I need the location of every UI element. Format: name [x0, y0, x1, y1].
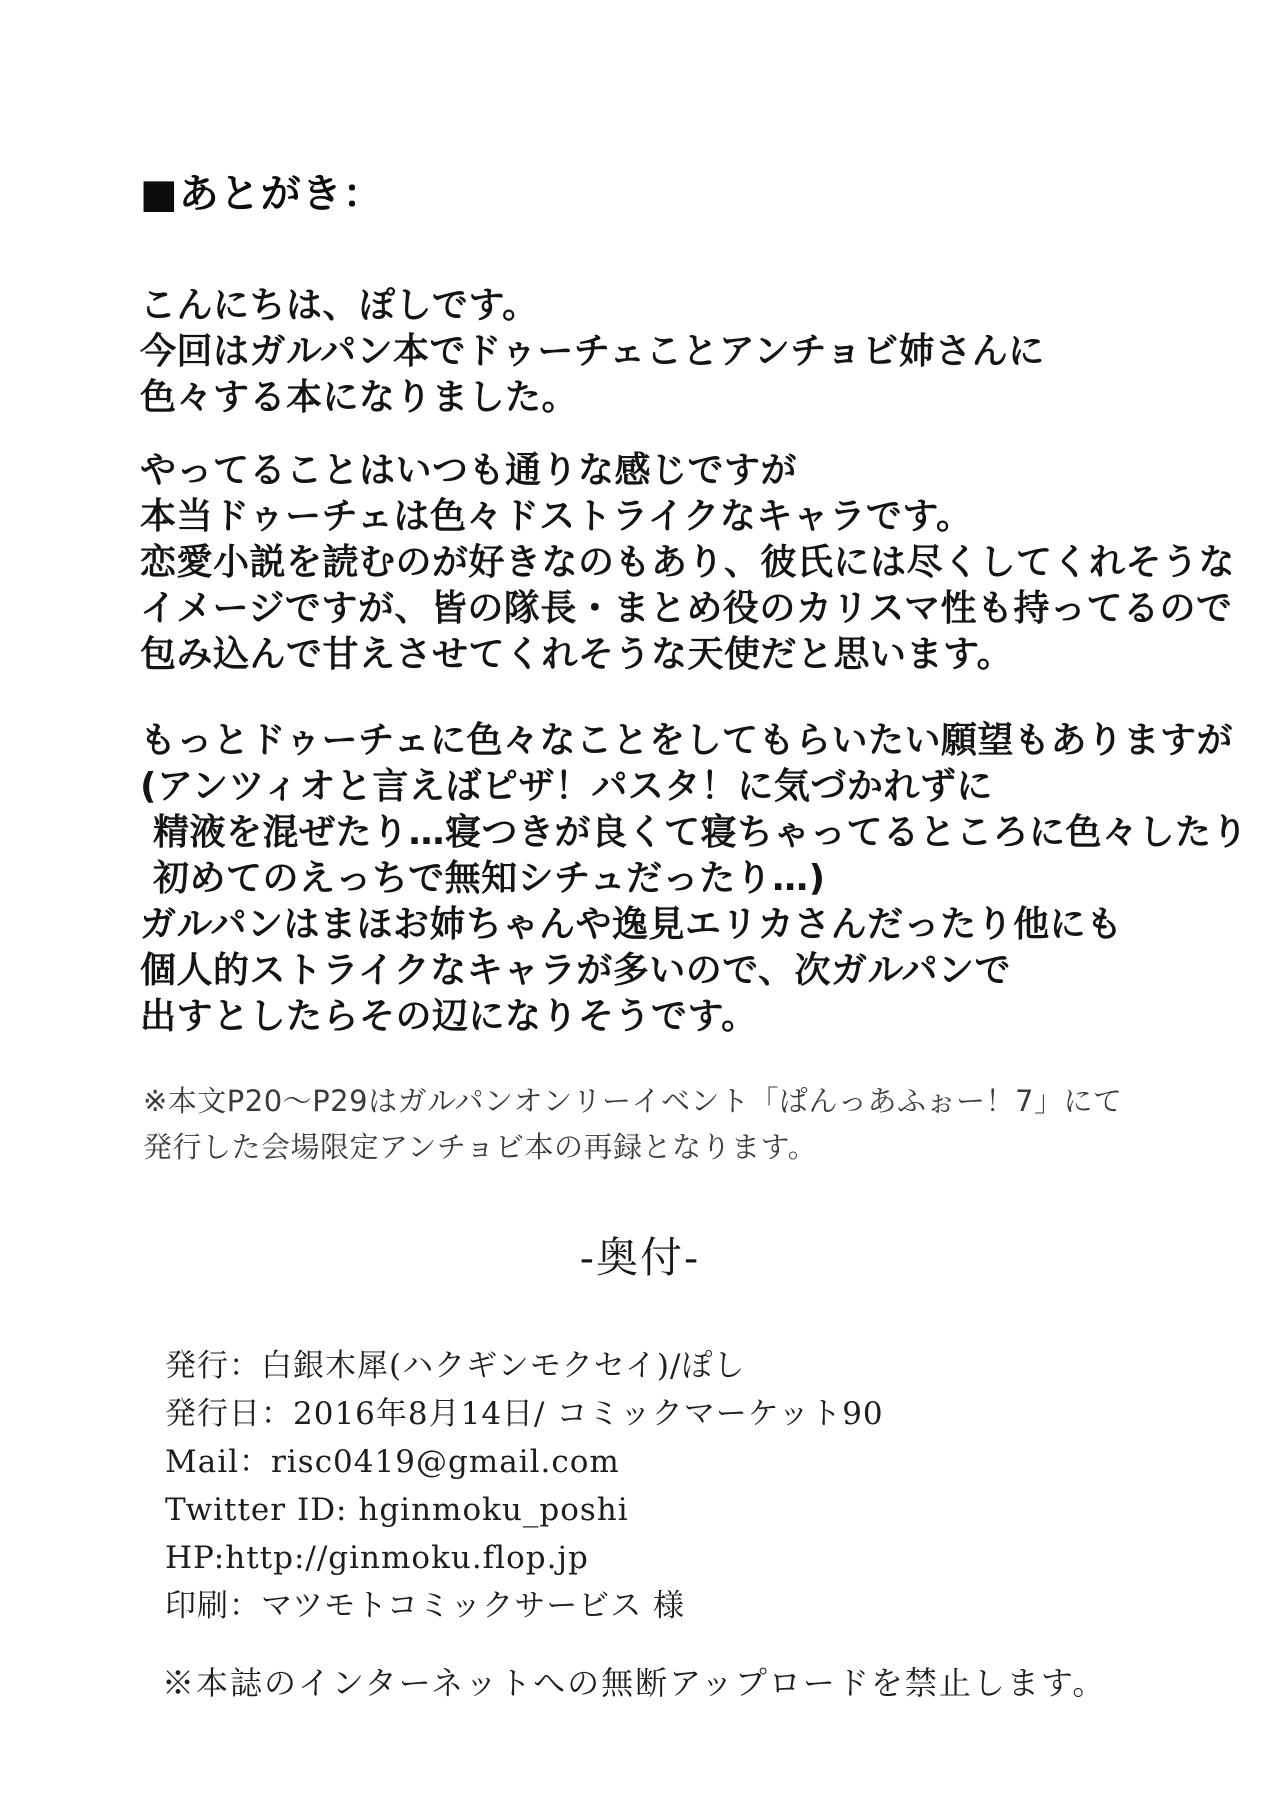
text-line: イメージですが、皆の隊長・まとめ役のカリスマ性も持ってるので	[140, 588, 1233, 629]
text-line: もっとドゥーチェに色々なことをしてもらいたい願望もありますが	[140, 720, 1234, 761]
reprint-note	[143, 1078, 1123, 1170]
afterword-heading: ■あとがき：	[140, 171, 384, 217]
colophon-block	[165, 1342, 884, 1630]
future-plans-paragraph	[140, 718, 1248, 1040]
publisher-line: 発行：白銀木犀(ハクギンモクセイ)/ぽし	[165, 1348, 746, 1384]
greeting-paragraph	[140, 283, 1045, 421]
text-line: 包み込んで甘えさせてくれそうな天使だと思います。	[140, 634, 1014, 675]
text-line: 今回はガルパン本でドゥーチェことアンチョビ姉さんに	[140, 331, 1045, 372]
mail-line: Mail：risc0419@gmail.com	[165, 1444, 620, 1480]
text-line: (アンツィオと言えばピザ！パスタ！に気づかれずに	[140, 766, 993, 807]
text-line: 個人的ストライクなキャラが多いので、次ガルパンで	[140, 950, 1011, 991]
publish-date-line: 発行日：2016年8月14日/ コミックマーケット90	[165, 1396, 884, 1432]
text-line: 発行した会場限定アンチョビ本の再録となります。	[143, 1130, 818, 1164]
text-line: ガルパンはまほお姉ちゃんや逸見エリカさんだったり他にも	[140, 904, 1123, 945]
character-impressions-paragraph	[140, 448, 1235, 678]
text-line: 精液を混ぜたり…寝つきが良くて寝ちゃってるところに色々したり	[140, 812, 1249, 853]
text-line: 色々する本になりました。	[140, 377, 579, 418]
printer-line: 印刷：マツモトコミックサービス 様	[165, 1588, 686, 1624]
upload-prohibition-note: ※本誌のインターネットへの無断アップロードを禁止します。	[162, 1664, 1107, 1702]
text-line: やってることはいつも通りな感じですが	[140, 450, 798, 491]
homepage-line: HP:http://ginmoku.flop.jp	[165, 1540, 589, 1576]
text-line: 恋愛小説を読むのが好きなのもあり、彼氏には尽くしてくれそうな	[140, 542, 1236, 583]
text-line: 初めてのえっちで無知シチュだったり…)	[140, 858, 826, 899]
twitter-line: Twitter ID: hginmoku_poshi	[165, 1492, 629, 1528]
colophon-heading: -奥付-	[579, 1233, 701, 1282]
text-line: 出すとしたらその辺になりそうです。	[140, 996, 758, 1037]
text-line: ※本文P20～P29はガルパンオンリーイベント「ぱんっあふぉー！7」にて	[143, 1084, 1123, 1118]
text-line: こんにちは、ぽしです。	[140, 285, 539, 326]
text-line: 本当ドゥーチェは色々ドストライクなキャラです。	[140, 496, 973, 537]
